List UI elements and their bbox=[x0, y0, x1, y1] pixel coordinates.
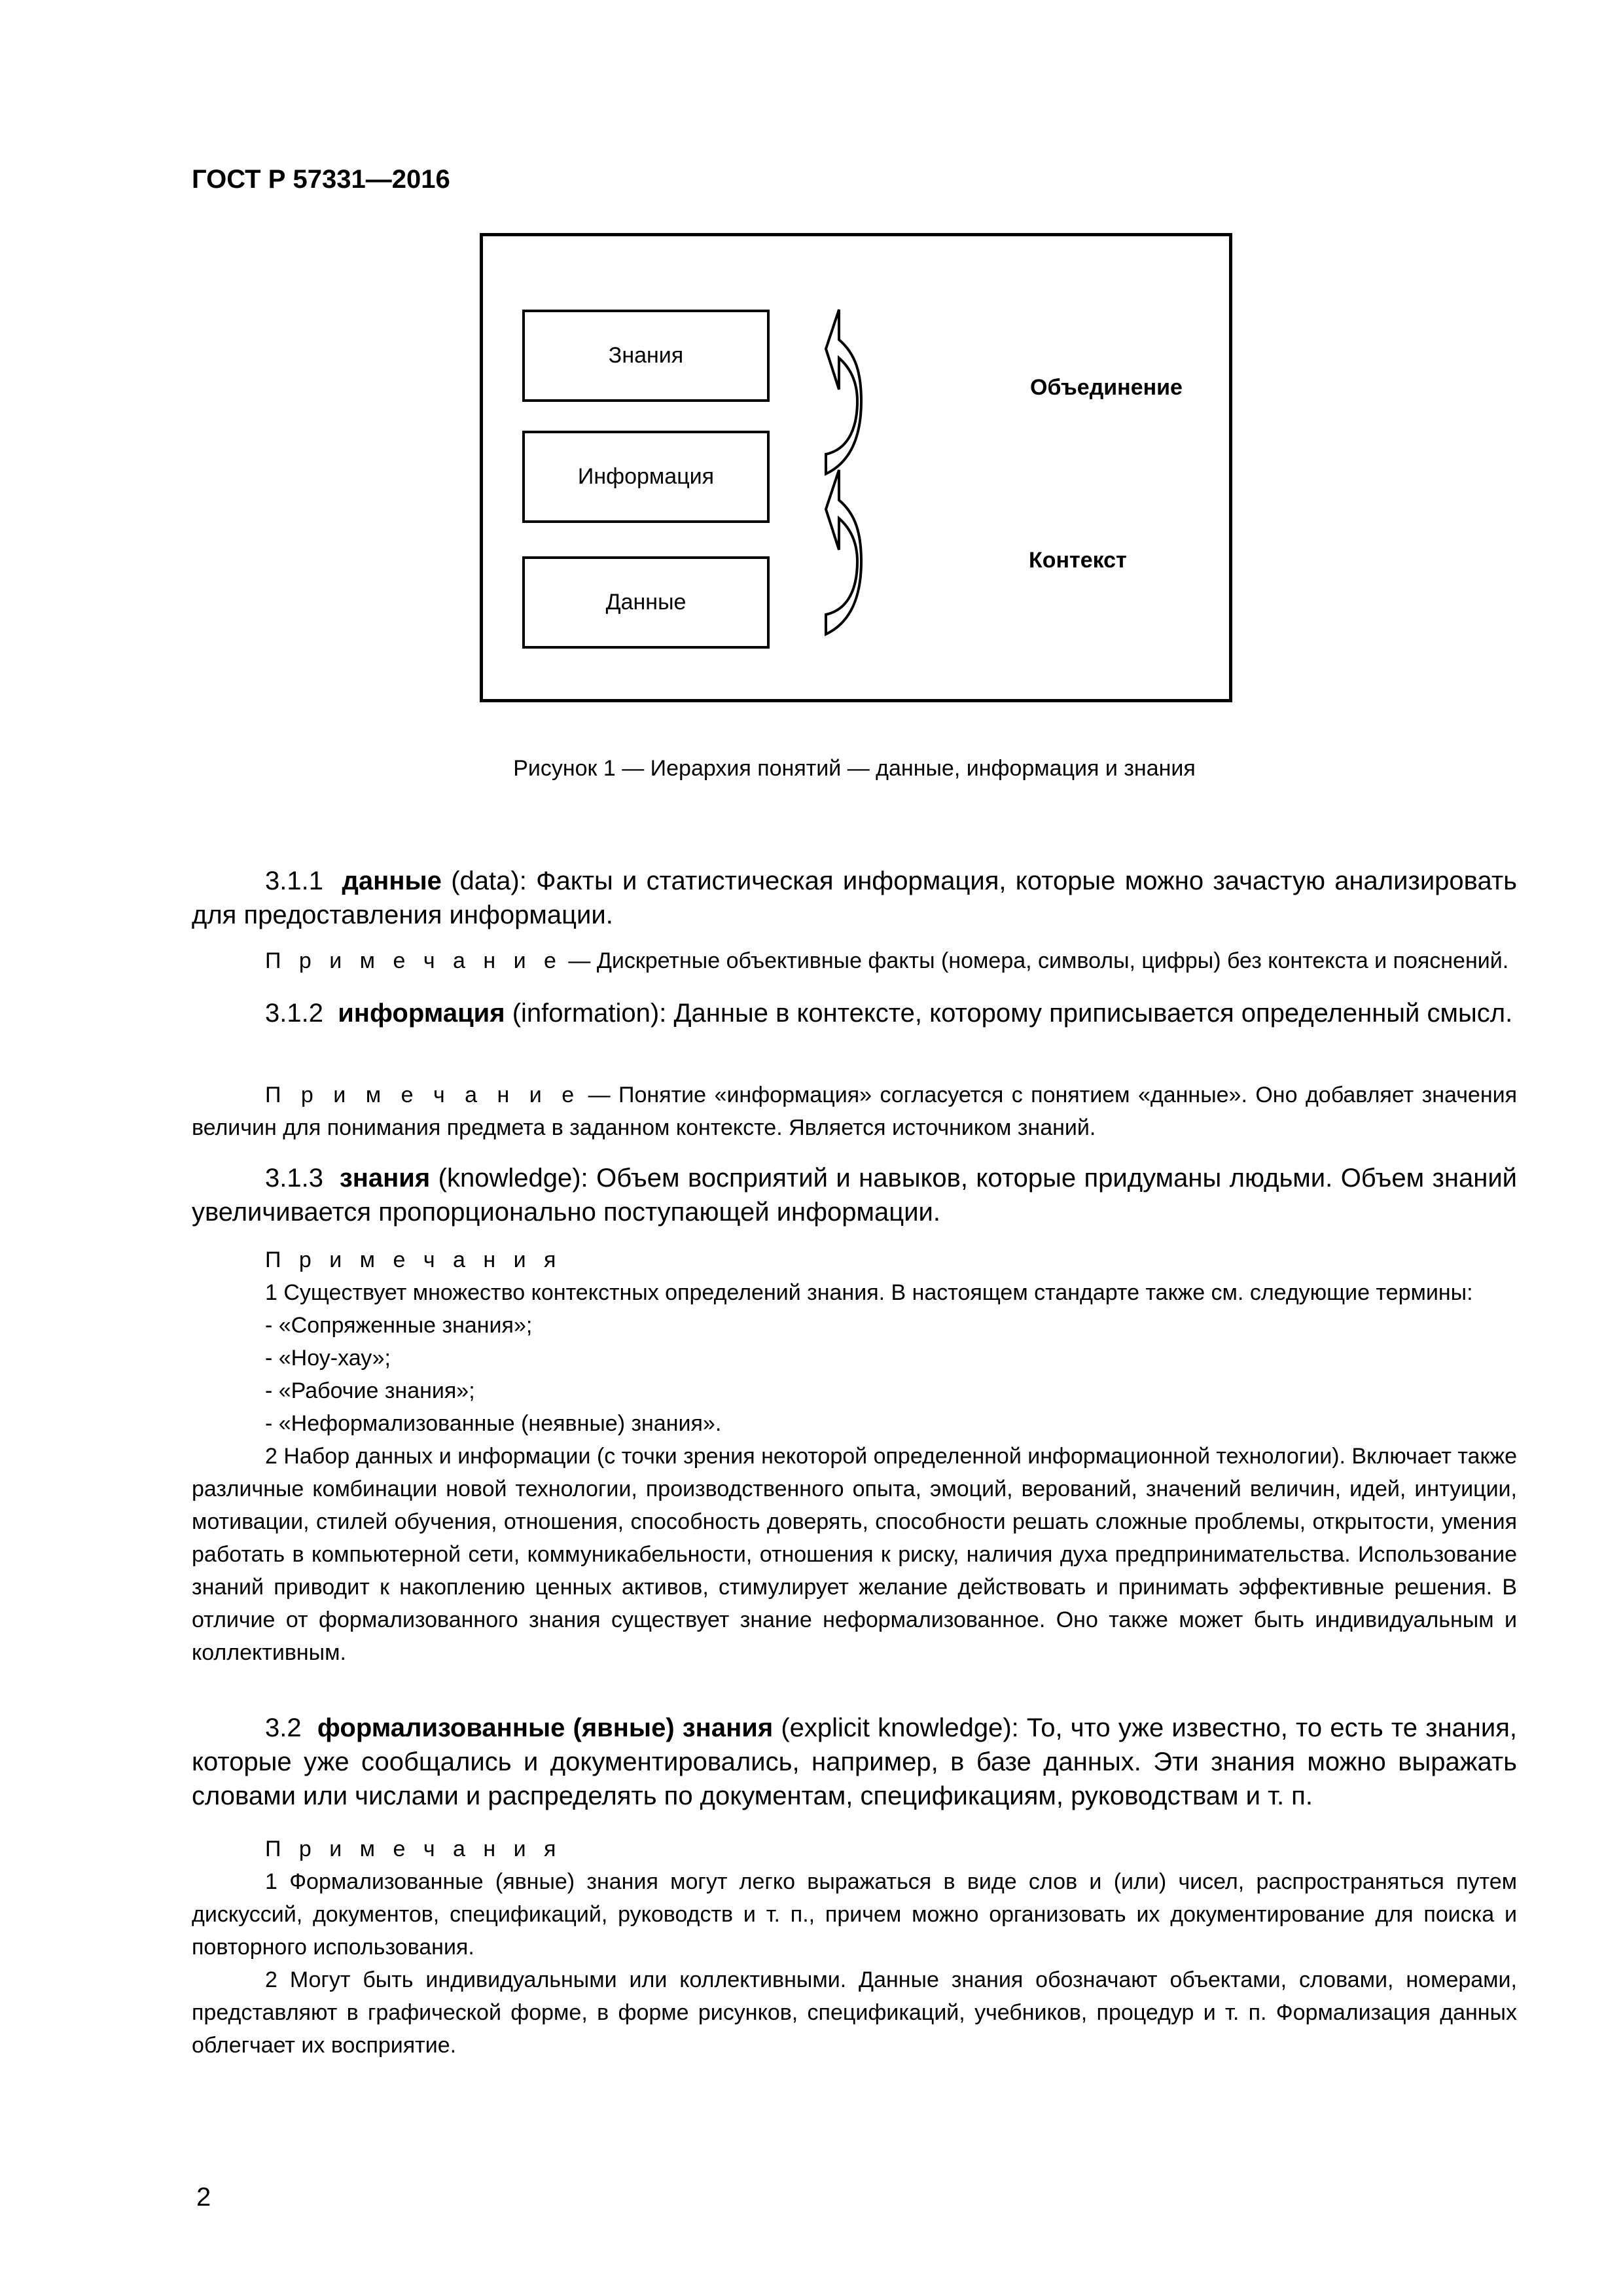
definition-3-2 bbox=[192, 1711, 1517, 1813]
note-3-1-1 bbox=[192, 944, 1517, 977]
definition-text: : Данные в контексте, которому приписывается определенный смысл. bbox=[659, 999, 1513, 1028]
clause-number: 3.2 bbox=[265, 1713, 302, 1742]
term-english: (data) bbox=[451, 867, 520, 895]
definition-3-1-1 bbox=[192, 864, 1517, 932]
term: знания bbox=[339, 1164, 431, 1193]
curved-arrow-lower bbox=[826, 470, 861, 634]
note-paragraph: 1 Формализованные (явные) знания могут легко выражаться в виде слов и (или) чисел, распространяться путем дискуссий, документов, спецификаций, руководств и т. п., причем можно организовать их документирование для поиска и повторного использования. bbox=[192, 1869, 1517, 1960]
box-knowledge: Знания bbox=[522, 310, 770, 402]
definition-text: : То, что уже известно, то есть те знания, которые уже сообщались и документировались, например, в базе данных. Эти знания можно выражать словами или числами и распределять по документам, спецификациям, руководствам и т. п. bbox=[192, 1713, 1518, 1810]
notes-3-2 bbox=[192, 1833, 1517, 2062]
page-number: 2 bbox=[196, 2183, 211, 2212]
definition-3-1-3 bbox=[192, 1161, 1517, 1229]
figure-caption: Рисунок 1 — Иерархия понятий — данные, информация и знания bbox=[513, 756, 1196, 781]
list-item: - «Ноу-хау»; bbox=[265, 1346, 391, 1371]
definition-text: : Факты и статистическая информация, которые можно зачастую анализировать для предоставления информации. bbox=[192, 867, 1517, 929]
definition-text: : Объем восприятий и навыков, которые придуманы людьми. Объем знаний увеличивается пропорционально поступающей информации. bbox=[192, 1164, 1518, 1227]
note-label: П р и м е ч а н и е bbox=[265, 948, 562, 973]
box-information: Информация bbox=[522, 431, 770, 523]
note-paragraph: 2 Набор данных и информации (с точки зрения некоторой определенной информационной технологии). Включает также различные комбинации новой технологии, производственного опыта, эмоций, верований, значений величин, идей, интуиции, мотивации, стилей обучения, отношения, способность доверять, способности решать сложные проблемы, открытости, умения работать в компьютерной сети, коммуникабельности, отношения к риску, наличия духа предпринимательства. Использование знаний приводит к накоплению ценных активов, стимулирует желание действовать и принимать эффективные решения. В отличие от формализованного знания существует знание неформализованное. Оно также может быть индивидуальным и коллективным. bbox=[192, 1444, 1517, 1665]
note-label: П р и м е ч а н и е bbox=[265, 1083, 580, 1107]
curved-arrow-upper bbox=[826, 310, 861, 474]
list-item: - «Неформализованные (неявные) знания». bbox=[265, 1411, 722, 1436]
note-paragraph: 2 Могут быть индивидуальными или коллективными. Данные знания обозначают объектами, словами, номерами, представляют в графической форме, в форме рисунков, спецификаций, учебников, процедур и т. п. Формализация данных облегчает их восприятие. bbox=[192, 1967, 1517, 2058]
term: данные bbox=[342, 867, 442, 895]
curved-arrows-icon bbox=[810, 302, 889, 642]
label-integration: Объединение bbox=[1030, 375, 1183, 400]
term-english: (information) bbox=[512, 999, 660, 1028]
clause-number: 3.1.1 bbox=[265, 867, 323, 895]
list-item: - «Рабочие знания»; bbox=[265, 1378, 475, 1403]
notes-label: П р и м е ч а н и я bbox=[265, 1247, 562, 1272]
clause-number: 3.1.2 bbox=[265, 999, 323, 1028]
term: формализованные (явные) знания bbox=[317, 1713, 774, 1742]
notes-label: П р и м е ч а н и я bbox=[265, 1837, 562, 1861]
notes-3-1-3 bbox=[192, 1244, 1517, 1669]
definition-3-1-2 bbox=[192, 996, 1517, 1030]
term-english: (explicit knowledge) bbox=[781, 1713, 1012, 1742]
note-paragraph: 1 Существует множество контекстных определений знания. В настоящем стандарте также см. следующие термины: bbox=[265, 1280, 1473, 1305]
note-3-1-2 bbox=[192, 1079, 1517, 1144]
document-header: ГОСТ Р 57331—2016 bbox=[192, 165, 450, 194]
note-text: — Понятие «информация» согласуется с понятием «данные». Оно добавляет значения величин для понимания предмета в заданном контексте. Является источником знаний. bbox=[192, 1083, 1517, 1140]
term: информация bbox=[338, 999, 505, 1028]
label-context: Контекст bbox=[1029, 548, 1127, 573]
hierarchy-figure bbox=[480, 233, 1232, 702]
list-item: - «Сопряженные знания»; bbox=[265, 1313, 533, 1338]
box-data: Данные bbox=[522, 556, 770, 649]
note-text: — Дискретные объективные факты (номера, символы, цифры) без контекста и пояснений. bbox=[562, 948, 1509, 973]
term-english: (knowledge) bbox=[438, 1164, 581, 1193]
clause-number: 3.1.3 bbox=[265, 1164, 323, 1193]
